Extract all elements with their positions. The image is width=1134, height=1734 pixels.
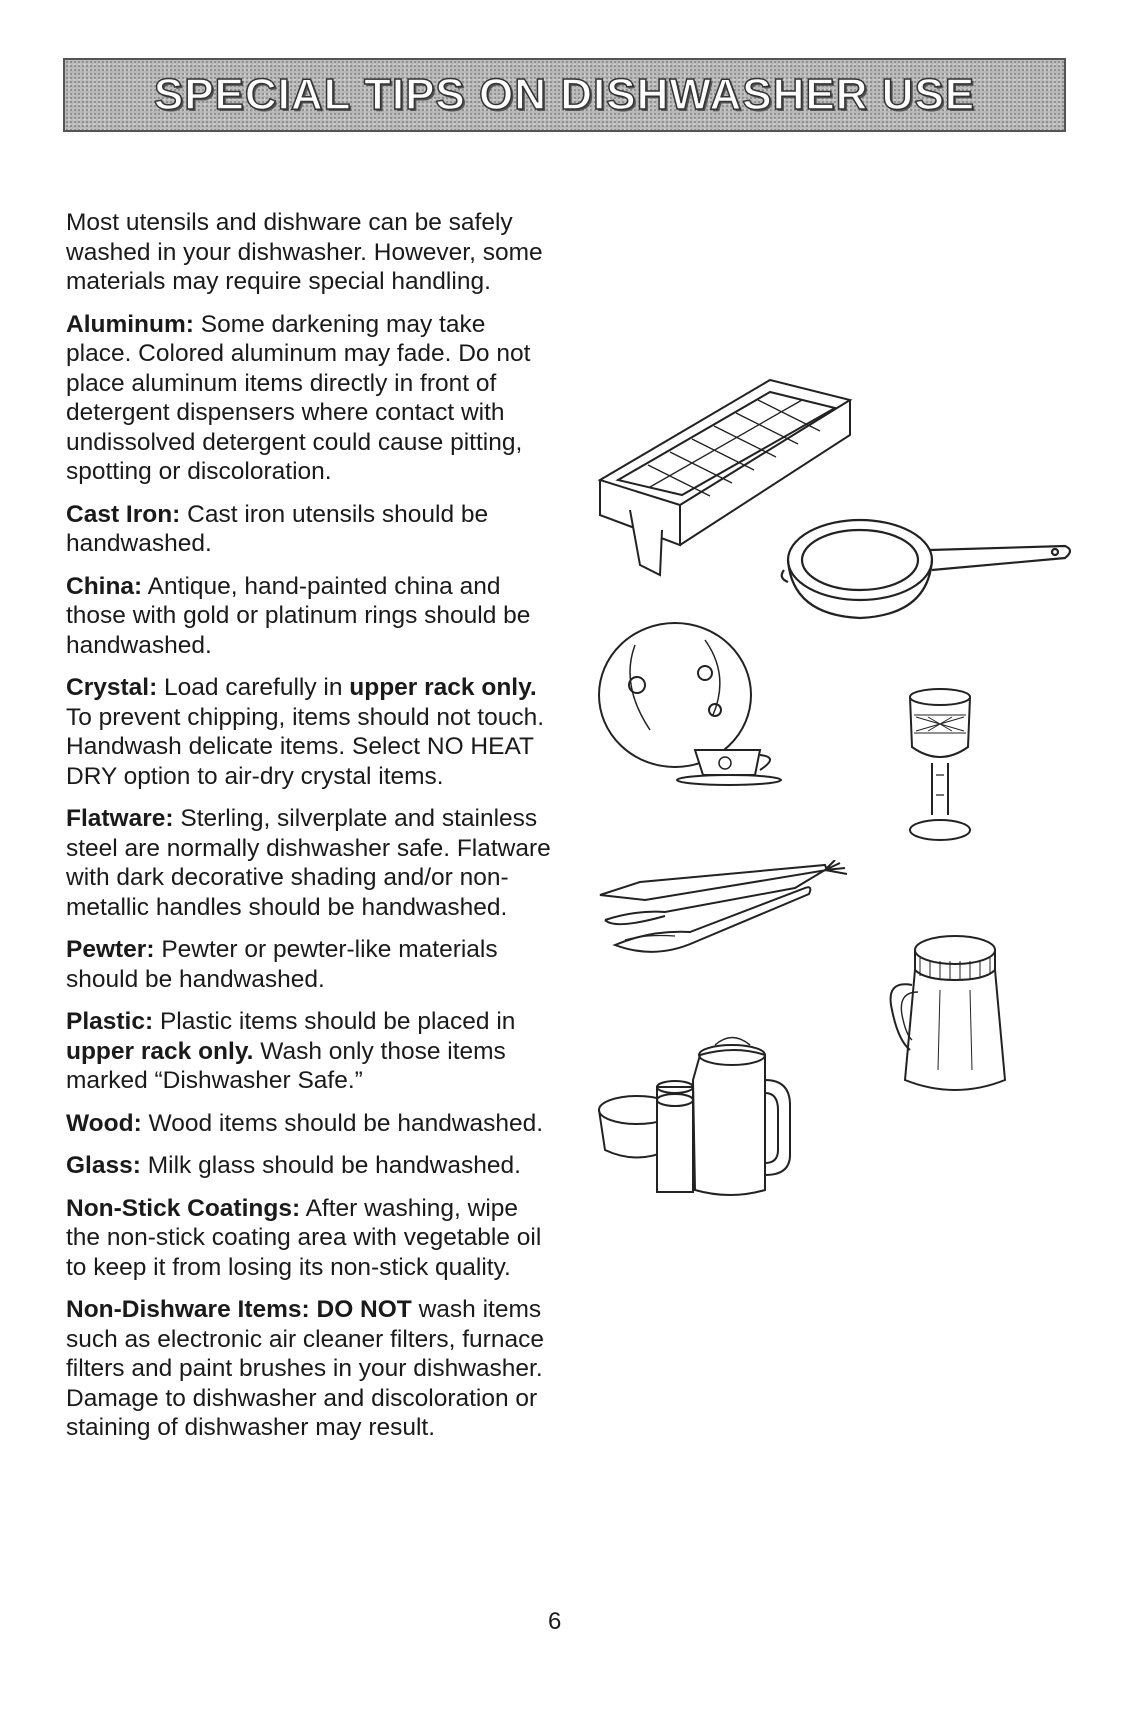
crystal-goblet-illustration xyxy=(900,685,980,855)
plastic-containers-illustration xyxy=(595,1025,825,1200)
tip-term: Flatware: xyxy=(66,805,174,832)
tip-text: Wood items should be handwashed. xyxy=(141,1109,544,1137)
tip-term: Plastic: xyxy=(66,1008,154,1035)
tip-china xyxy=(66,572,556,661)
section-header-banner xyxy=(63,58,1066,132)
tip-text: Some darkening may take place. Colored aluminum may fade. Do not place aluminum items directly in front of detergent dispensers where contact with undissolved detergent could cause pitting, spotting or discoloration. xyxy=(66,310,531,485)
tip-term: Crystal: xyxy=(66,674,158,701)
tip-text: Antique, hand-painted china and those with gold or platinum rings should be handwashed. xyxy=(66,572,531,659)
tip-cast-iron xyxy=(66,500,556,559)
tip-emphasis: upper rack only. xyxy=(66,1037,254,1065)
tip-text: Plastic items should be placed in xyxy=(153,1008,516,1035)
tip-plastic xyxy=(66,1007,556,1096)
tip-pewter xyxy=(66,935,556,994)
intro-paragraph: Most utensils and dishware can be safely washed in your dishwasher. However, some materials may require special handling. xyxy=(66,209,543,295)
china-plate-and-cup-illustration xyxy=(595,615,795,790)
tip-term: Aluminum: xyxy=(66,310,194,338)
tip-term: Non-Stick Coatings: xyxy=(66,1194,301,1222)
tip-glass xyxy=(66,1151,556,1181)
tip-non-stick xyxy=(66,1194,556,1283)
tip-text: Milk glass should be handwashed. xyxy=(140,1152,521,1179)
tip-term: Glass: xyxy=(66,1152,141,1179)
tips-column xyxy=(66,208,556,1456)
tip-text: After washing, wipe the non-stick coating area with vegetable oil to keep it from losing its non-stick quality. xyxy=(66,1194,542,1281)
tip-text: Pewter or pewter-like materials should be handwashed. xyxy=(66,936,498,993)
tip-term: Wood: xyxy=(66,1109,142,1137)
tip-term: China: xyxy=(66,572,143,600)
tip-flatware xyxy=(66,804,556,922)
tip-term: Cast Iron: xyxy=(66,500,181,528)
tip-emphasis: upper rack only. xyxy=(349,674,537,701)
pewter-pitcher-illustration xyxy=(880,930,1010,1105)
flatware-illustration xyxy=(595,860,865,970)
tip-aluminum xyxy=(66,310,556,487)
tip-text: wash items such as electronic air cleaner filters, furnace filters and paint brushes in your dishwasher. Damage to dishwasher and discoloration or staining of dishwasher may result. xyxy=(66,1296,544,1441)
cast-iron-skillet-illustration xyxy=(780,500,1080,630)
tip-term: Non-Dishware Items: xyxy=(66,1296,310,1323)
page-number: 6 xyxy=(548,1608,562,1635)
tip-non-dishware xyxy=(66,1295,556,1443)
tip-emphasis: DO NOT xyxy=(309,1296,412,1323)
tip-text: Sterling, silverplate and stainless steel are normally dishwasher safe. Flatware with dark decorative shading and/or non-metallic handles should be handwashed. xyxy=(66,805,551,921)
tip-text: Load carefully in xyxy=(157,674,350,701)
tip-text: Wash only those items marked “Dishwasher Safe.” xyxy=(66,1037,506,1094)
tip-term: Pewter: xyxy=(66,936,155,963)
section-title: SPECIAL TIPS ON DISHWASHER USE xyxy=(153,70,976,119)
tip-crystal xyxy=(66,673,556,791)
tip-text: To prevent chipping, items should not touch. Handwash delicate items. Select NO HEAT DRY option to air-dry crystal items. xyxy=(66,703,545,790)
tip-wood xyxy=(66,1109,556,1139)
tip-text: Cast iron utensils should be handwashed. xyxy=(66,500,489,557)
